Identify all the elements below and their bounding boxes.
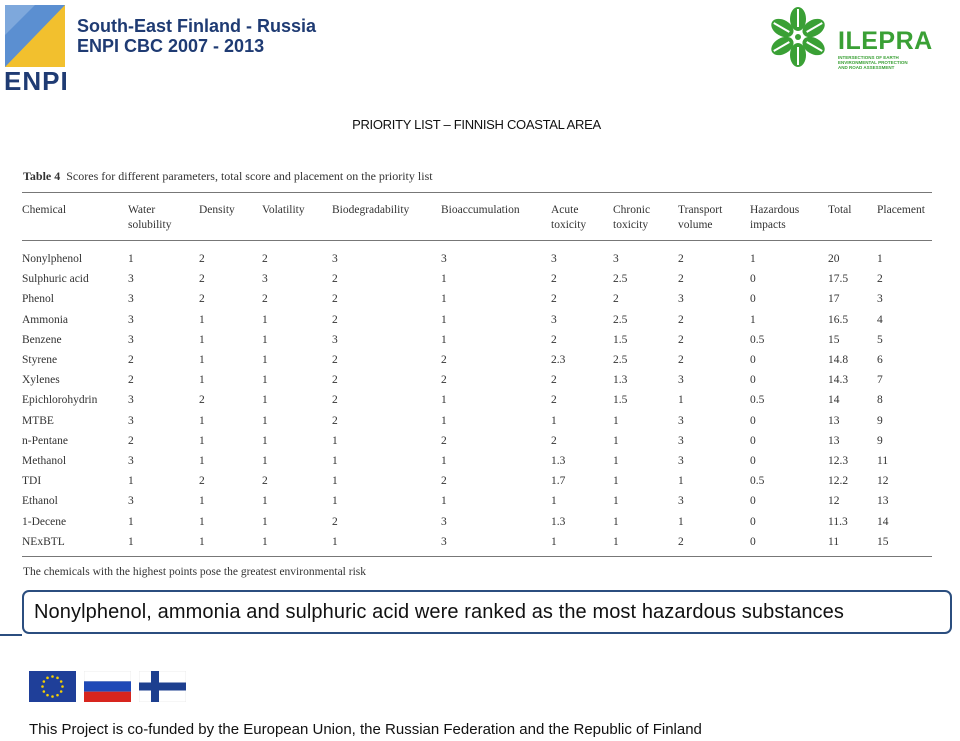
chemical-name-cell: Xylenes [22,374,60,387]
score-cell: 0.5 [750,394,765,407]
score-cell: 1 [678,394,684,407]
chemical-name-cell: Phenol [22,293,54,306]
score-cell: 1 [441,394,447,407]
eu-star [43,680,46,683]
score-cell: 2 [678,313,684,326]
score-cell: 1 [199,313,205,326]
score-cell: 1 [678,475,684,488]
score-cell: 3 [128,394,134,407]
score-cell: 2 [441,354,447,367]
score-cell: 0 [750,374,756,387]
eu-star [43,690,46,693]
column-header: Density [199,204,235,216]
score-cell: 3 [128,313,134,326]
score-cell: 1 [750,253,756,266]
score-cell: 1 [441,333,447,346]
score-cell: 1 [332,532,441,557]
score-cell: 1 [199,374,205,387]
score-cell: 3 [678,414,684,427]
column-header: Placement [877,204,925,216]
score-cell: 2 [678,532,750,557]
table-caption [23,169,433,184]
score-cell: 3 [128,454,134,467]
score-cell: 1 [441,495,447,508]
score-cell: 2 [678,333,684,346]
table-header-row [22,193,932,241]
eu-star [56,694,59,697]
score-cell: 13 [828,434,840,447]
score-cell: 2.5 [613,313,628,326]
score-cell: 2 [441,475,447,488]
score-cell: 1 [332,475,338,488]
table-row [22,269,932,289]
table-footnote: The chemicals with the highest points pose the greatest environmental risk [23,566,366,578]
score-cell: 20 [828,253,840,266]
program-title [77,16,316,56]
chemical-name-cell: n-Pentane [22,434,68,447]
score-cell: 6 [877,354,883,367]
score-cell: 15 [877,532,932,557]
score-cell: 1 [128,475,134,488]
score-cell: 1.5 [613,333,628,346]
finland-flag [139,671,186,702]
highlight-accent-line [0,634,22,636]
column-header: Total [828,204,852,216]
score-cell: 1 [332,454,338,467]
score-cell: 1.3 [551,515,566,528]
score-cell: 2 [332,293,338,306]
table-caption-text: Scores for different parameters, total score and placement on the priority list [66,169,433,183]
score-cell: 2 [551,374,557,387]
score-cell: 3 [332,253,338,266]
score-cell: 2 [551,333,557,346]
score-cell: 1 [613,515,619,528]
score-cell: 4 [877,313,883,326]
score-cell: 1 [262,414,268,427]
score-cell: 3 [678,495,684,508]
score-cell: 11 [877,454,889,467]
score-cell: 8 [877,394,883,407]
column-header: Water solubility [128,204,172,231]
score-cell: 13 [877,495,889,508]
score-cell: 1 [262,454,268,467]
score-cell: 2 [128,374,134,387]
score-cell: 2 [551,273,557,286]
score-cell: 1 [441,313,447,326]
score-cell: 14 [877,515,889,528]
score-cell: 15 [828,333,840,346]
score-cell: 1 [551,532,613,557]
eu-flag [29,671,76,702]
score-cell: 2 [551,434,557,447]
slide-title: PRIORITY LIST – FINNISH COASTAL AREA [352,117,601,132]
russia-flag [84,671,131,702]
score-cell: 3 [551,253,557,266]
score-cell: 1 [678,515,684,528]
score-cell: 1 [128,253,134,266]
score-cell: 9 [877,414,883,427]
score-cell: 2.5 [613,273,628,286]
score-cell: 1 [262,313,268,326]
table-row [22,431,932,451]
score-cell: 1 [613,434,619,447]
score-cell: 1 [262,434,268,447]
score-cell: 1 [332,434,338,447]
score-cell: 1 [441,273,447,286]
chemical-name-cell: Nonylphenol [22,253,83,266]
score-cell: 3 [678,293,684,306]
column-header: Hazardous impacts [750,204,800,231]
table-row [22,411,932,431]
column-header: Volatility [262,204,305,216]
score-cell: 1.5 [613,394,628,407]
score-cell: 3 [613,253,619,266]
table-row [22,289,932,309]
chemical-name-cell: Epichlorohydrin [22,394,98,407]
score-cell: 1 [199,434,205,447]
footer-funding-text: This Project is co-funded by the European Union, the Russian Federation and the Republic of Finland [29,721,702,738]
score-cell: 2 [128,434,134,447]
score-cell: 2.3 [551,354,566,367]
score-cell: 7 [877,374,883,387]
table-row [22,511,932,531]
score-cell: 1 [551,414,557,427]
chemical-name-cell: Methanol [22,454,67,467]
score-cell: 1 [441,414,447,427]
score-cell: 0 [750,495,756,508]
score-cell: 2 [613,293,619,306]
score-cell: 2 [199,253,205,266]
chemical-name-cell: Benzene [22,333,62,346]
score-cell: 1 [262,495,268,508]
score-cell: 1 [613,454,619,467]
column-header: Biodegradability [332,204,410,216]
score-cell: 14 [828,394,840,407]
score-cell: 2 [199,394,205,407]
score-cell: 1 [877,253,883,266]
score-cell: 3 [441,515,447,528]
table-row [22,491,932,511]
score-cell: 2 [332,374,338,387]
column-header: Acute toxicity [551,204,587,231]
score-cell: 0 [750,293,756,306]
score-cell: 5 [877,333,883,346]
score-cell: 13 [828,414,840,427]
score-cell: 1 [262,374,268,387]
score-cell: 2 [441,374,447,387]
score-cell: 1 [199,495,205,508]
score-cell: 2 [551,394,557,407]
score-cell: 3 [551,313,557,326]
eu-star [61,685,64,688]
score-cell: 0 [750,414,756,427]
score-cell: 3 [678,374,684,387]
score-cell: 1 [613,475,619,488]
highlight-text: Nonylphenol, ammonia and sulphuric acid were ranked as the most hazardous substances [34,601,844,623]
score-cell: 17 [828,293,840,306]
table-body [22,241,932,557]
score-cell: 0.5 [750,475,765,488]
score-cell: 16.5 [828,313,849,326]
score-cell: 0 [750,532,828,557]
eu-star [51,695,54,698]
score-cell: 2 [332,273,338,286]
score-cell: 2 [678,273,684,286]
score-cell: 1 [262,532,332,557]
score-cell: 14.3 [828,374,849,387]
score-cell: 12 [877,475,889,488]
score-cell: 3 [441,253,447,266]
enpi-wordmark: ENPI [4,66,69,96]
score-cell: 2.5 [613,354,628,367]
score-cell: 1 [613,532,678,557]
column-header: Chemical [22,204,67,216]
ilepra-subtitle: INTERSECTIONS OF EARTH ENVIRONMENTAL PROTECTION AND ROAD ASSESSMENT [838,55,908,70]
table-row [22,451,932,471]
score-cell: 1 [128,515,134,528]
score-cell: 1.3 [613,374,628,387]
score-cell: 0 [750,273,756,286]
score-cell: 0 [750,434,756,447]
score-cell: 12.3 [828,454,849,467]
chemical-name-cell: Ethanol [22,495,58,508]
score-cell: 3 [128,495,134,508]
eu-star [60,680,63,683]
score-cell: 1 [199,333,205,346]
score-cell: 1 [262,515,268,528]
score-cell: 1 [262,354,268,367]
chemical-name-cell: TDI [22,475,42,488]
table-row [22,471,932,491]
score-cell: 2 [332,414,338,427]
score-cell: 2 [199,293,205,306]
score-cell: 3 [262,273,268,286]
score-cell: 1.3 [551,454,566,467]
score-cell: 3 [128,293,134,306]
score-cell: 0 [750,454,756,467]
eu-star [51,675,54,678]
score-cell: 3 [441,532,551,557]
score-cell: 1 [750,313,756,326]
score-cell: 1 [128,532,199,557]
score-cell: 11.3 [828,515,848,528]
score-cell: 1 [199,354,205,367]
column-header: Transport volume [678,204,723,231]
table-row [22,532,932,557]
score-cell: 1 [441,454,447,467]
score-cell: 2 [262,253,268,266]
score-cell: 2 [332,354,338,367]
score-cell: 3 [128,414,134,427]
score-cell: 2 [332,313,338,326]
score-cell: 3 [332,333,338,346]
score-cell: 0 [750,354,756,367]
table-row [22,330,932,350]
score-cell: 2 [551,293,557,306]
program-title-line2: ENPI CBC 2007 - 2013 [77,36,265,56]
table-caption-label: Table 4 [23,169,61,183]
priority-table [22,192,932,557]
chemical-name-cell: NExBTL [22,532,128,557]
score-cell: 2 [199,273,205,286]
score-cell: 1.7 [551,475,566,488]
eu-star [41,685,44,688]
column-header: Bioaccumulation [441,204,520,216]
table-row [22,241,932,270]
score-cell: 0.5 [750,333,765,346]
chemical-name-cell: Ammonia [22,313,68,326]
score-cell: 2 [678,253,684,266]
score-cell: 3 [128,273,134,286]
score-cell: 2 [262,293,268,306]
score-cell: 1 [199,454,205,467]
score-cell: 2 [441,434,447,447]
score-cell: 14.8 [828,354,849,367]
score-cell: 11 [828,532,877,557]
score-cell: 2 [128,354,134,367]
chemical-name-cell: 1-Decene [22,515,67,528]
score-cell: 1 [613,414,619,427]
chemical-name-cell: Sulphuric acid [22,273,89,286]
chemical-name-cell: Styrene [22,354,58,367]
score-cell: 2 [262,475,268,488]
eu-star [46,677,49,680]
enpi-logo [5,5,65,67]
column-header: Chronic toxicity [613,204,651,231]
score-cell: 12 [828,495,840,508]
chemical-name-cell: MTBE [22,414,54,427]
eu-star [60,690,63,693]
score-cell: 1 [199,532,262,557]
score-cell: 1 [199,515,205,528]
score-cell: 1 [551,495,557,508]
table-row [22,310,932,330]
score-cell: 0 [750,515,756,528]
score-cell: 12.2 [828,475,849,488]
score-cell: 1 [613,495,619,508]
score-cell: 1 [332,495,338,508]
score-cell: 2 [332,394,338,407]
score-cell: 1 [441,293,447,306]
table-row [22,390,932,410]
score-cell: 2 [332,515,338,528]
score-cell: 3 [678,434,684,447]
score-cell: 2 [678,354,684,367]
program-title-line1: South-East Finland - Russia [77,16,317,36]
score-cell: 1 [262,333,268,346]
score-cell: 2 [877,273,883,286]
ilepra-name: ILEPRA [838,27,933,55]
score-cell: 17.5 [828,273,849,286]
score-cell: 3 [678,454,684,467]
score-cell: 1 [262,394,268,407]
table-row [22,350,932,370]
ilepra-logo-mark [764,5,832,69]
score-cell: 3 [877,293,883,306]
score-cell: 1 [199,414,205,427]
eu-star [46,694,49,697]
score-cell: 2 [199,475,205,488]
score-cell: 9 [877,434,883,447]
priority-table-container [22,192,932,557]
score-cell: 3 [128,333,134,346]
eu-star [56,677,59,680]
table-row [22,370,932,390]
